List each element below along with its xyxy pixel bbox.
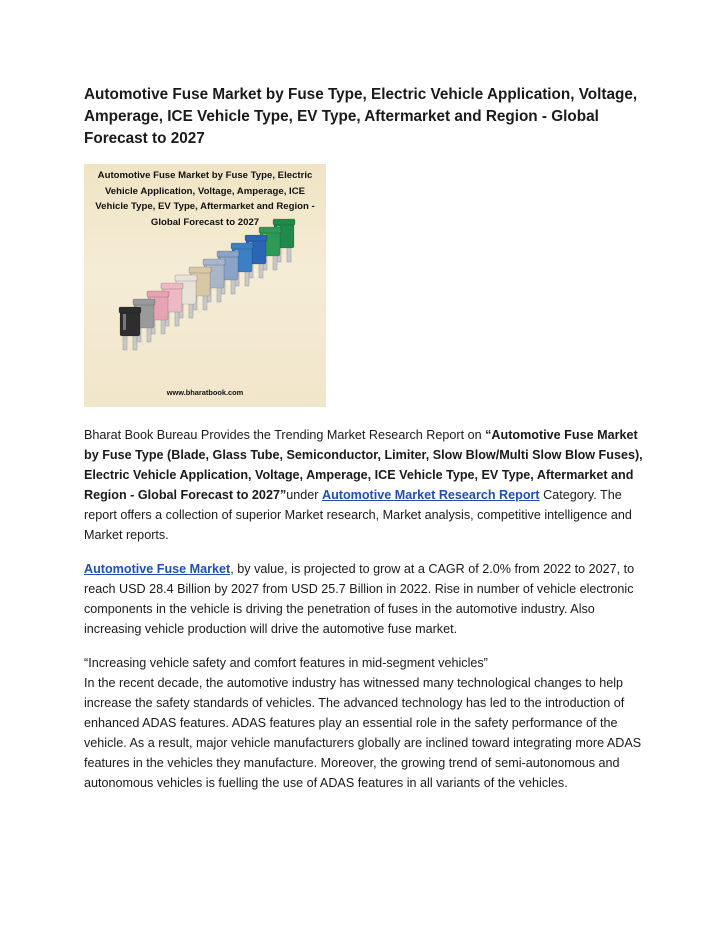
report-cover-image [84,164,326,407]
report-name: “Automotive Fuse Market by Fuse Type (Blade, Glass Tube, Semiconductor, Limiter, Slow Blow/Multi Slow Blow Fuses), Electric Vehicle Application, Voltage, Amperage, ICE Vehicle Type, EV Type, Aftermarket and Region - Global Forecast to 2027” [84,428,643,502]
intro-lead: Bharat Book Bureau Provides the Trending Market Research Report on [84,428,486,442]
body-paragraph: In the recent decade, the automotive industry has witnessed many technological changes to help increase the safety standards of vehicles. The advanced technology has led to the introduction of enhanced ADAS features. ADAS features play an essential role in the safety performance of the vehicle. As a result, major vehicle manufacturers globally are inclined toward integrating more ADAS features in the vehicles they manufacture. Moreover, the growing trend of semi-autonomous and autonomous vehicles is fuelling the use of ADAS features in all variants of the vehicles. [84,676,642,790]
fuse-illustration [84,164,326,407]
fuse-shape [119,307,141,350]
market-paragraph [84,559,644,639]
market-text: , by value, is projected to grow at a CAGR of 2.0% from 2022 to 2027, to reach USD 28.4 Billion by 2027 from USD 25.7 Billion in 2022. Rise in number of vehicle electronic components in the vehicle is driving the penetration of fuses in the automotive industry. Also increasing vehicle production will drive the automotive fuse market. [84,562,635,636]
market-link[interactable]: Automotive Fuse Market [84,562,231,576]
cover-url: www.bharatbook.com [166,388,244,397]
quote-line: “Increasing vehicle safety and comfort features in mid-segment vehicles” [84,656,488,670]
intro-under: under [286,488,322,502]
cover-title: Automotive Fuse Market by Fuse Type, Electric Vehicle Application, Voltage, Amperage, ICE Vehicle Type, EV Type, Aftermarket and Region - Global Forecast to 2027 [95,170,315,228]
intro-paragraph [84,425,644,545]
category-link[interactable]: Automotive Market Research Report [321,488,540,502]
intro-tail: Category. The report offers a collection of superior Market research, Market analysis, competitive intelligence and Market reports. [84,488,632,542]
document-title: Automotive Fuse Market by Fuse Type, Electric Vehicle Application, Voltage, Amperage, ICE Vehicle Type, EV Type, Aftermarket and Region - Global Forecast to 2027 [84,86,638,147]
